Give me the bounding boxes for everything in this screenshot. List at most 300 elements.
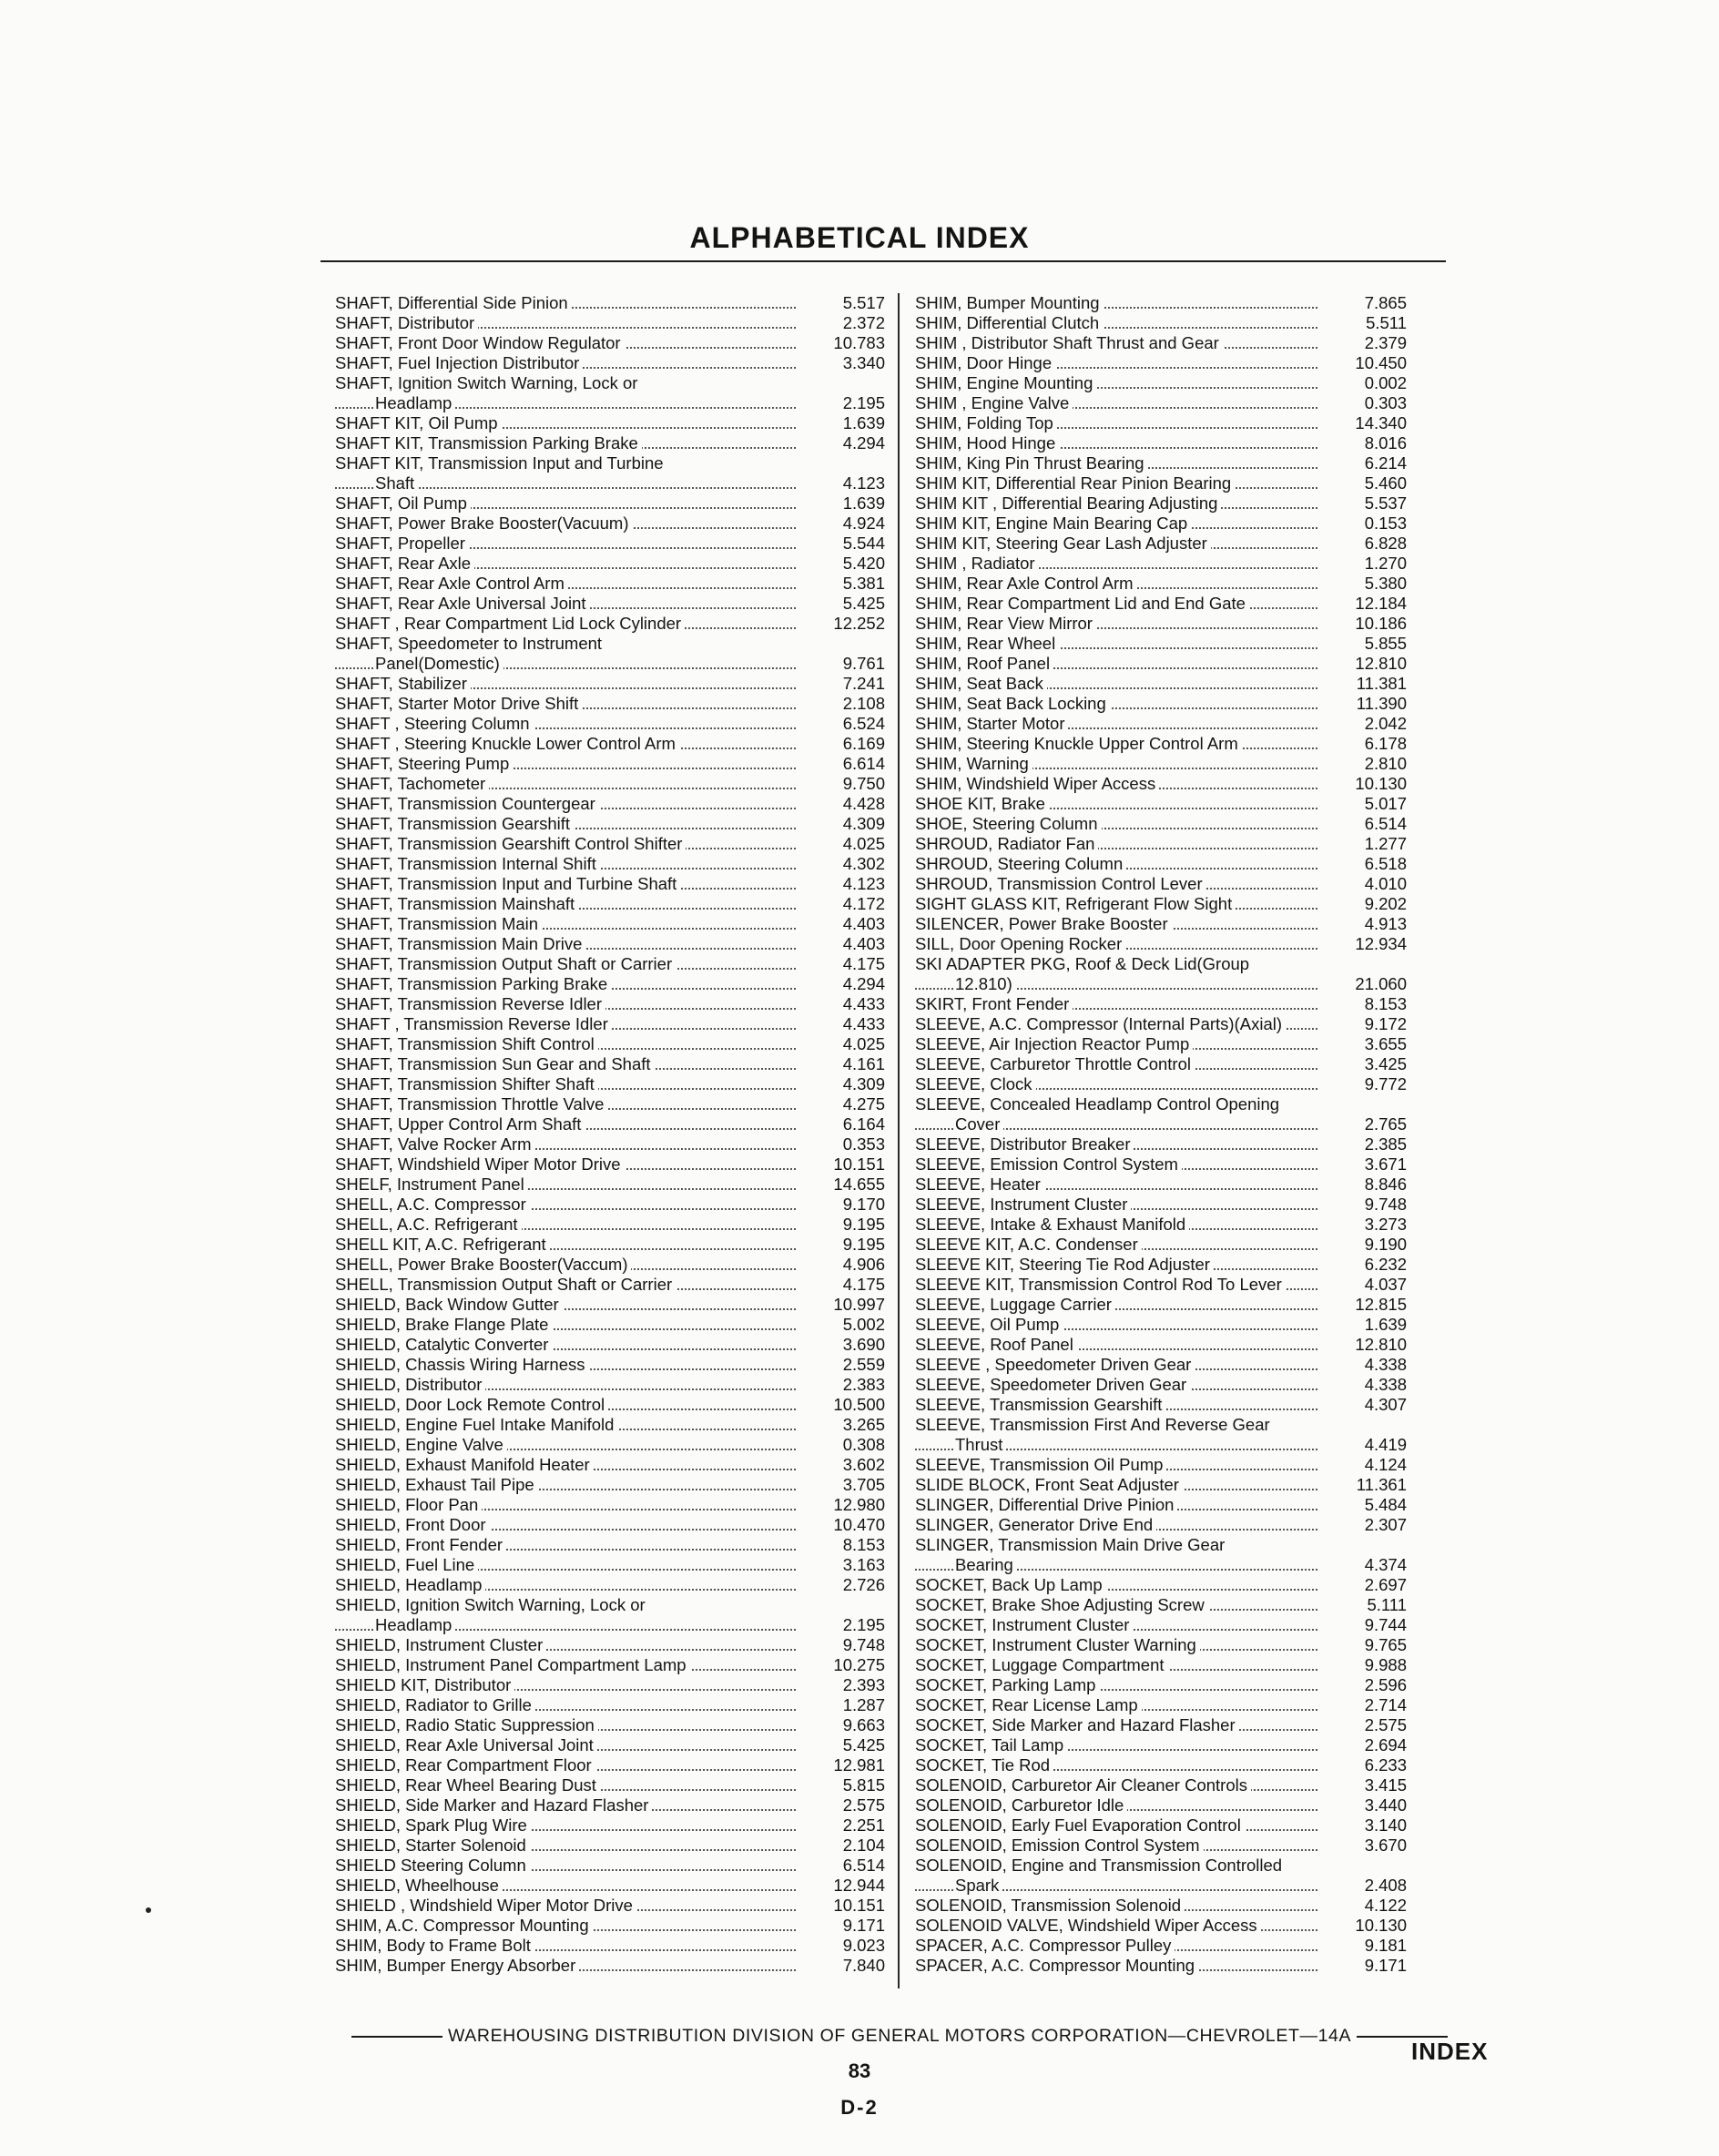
page-number: 83 — [848, 2059, 871, 2082]
entry-name — [335, 1595, 801, 1615]
index-entry — [335, 1335, 885, 1355]
entry-name — [335, 594, 801, 614]
entry-name — [915, 1395, 1323, 1415]
index-entry — [335, 1595, 885, 1615]
entry-page-ref: 9.744 — [1364, 1615, 1407, 1634]
index-entry — [335, 794, 885, 814]
index-entry — [915, 1735, 1407, 1755]
entry-label: SHAFT, Rear Axle Universal Joint — [335, 594, 590, 613]
entry-label: SHIM, Body to Frame Bolt — [335, 1936, 534, 1955]
entry-page-ref: 9.023 — [842, 1936, 885, 1955]
entry-page-ref: 4.374 — [1364, 1555, 1407, 1574]
entry-label: SHELF, Instrument Panel — [335, 1175, 528, 1194]
entry-page-ref: 2.042 — [1364, 714, 1407, 733]
entry-name — [335, 1896, 801, 1916]
entry-page-ref: 4.924 — [842, 514, 885, 533]
entry-label: SLEEVE, Luggage Carrier — [915, 1295, 1115, 1314]
entry-page-ref: 4.913 — [1364, 914, 1407, 933]
index-entry — [915, 1094, 1407, 1114]
entry-name — [915, 313, 1323, 333]
entry-page-ref: 3.163 — [842, 1555, 885, 1574]
entry-label: SHIM, Door Hinge — [915, 353, 1055, 372]
entry-label: SHIM KIT, Steering Gear Lash Adjuster — [915, 534, 1211, 553]
index-entry — [915, 1335, 1407, 1355]
entry-name — [335, 1375, 801, 1395]
entry-name — [915, 1175, 1323, 1195]
entry-name — [335, 1755, 801, 1775]
index-entry — [915, 1936, 1407, 1956]
entry-page-ref: 5.511 — [1366, 313, 1407, 332]
index-entry — [915, 1595, 1407, 1615]
entry-label: SOCKET, Side Marker and Hazard Flasher — [915, 1715, 1239, 1734]
entry-name — [335, 1735, 801, 1755]
entry-page-ref: 6.169 — [842, 734, 885, 753]
index-entry — [915, 1175, 1407, 1195]
entry-name — [915, 333, 1323, 353]
entry-label: SLEEVE, Distributor Breaker — [915, 1134, 1134, 1154]
entry-page-ref: 4.403 — [842, 914, 885, 933]
entry-name — [335, 1815, 801, 1836]
entry-name — [915, 854, 1323, 874]
entry-name — [915, 413, 1323, 433]
entry-name — [335, 1114, 801, 1134]
entry-name — [335, 974, 801, 994]
index-entry — [915, 574, 1407, 594]
entry-page-ref: 6.232 — [1364, 1255, 1407, 1274]
index-entry — [915, 994, 1407, 1014]
entry-name — [915, 373, 1323, 393]
entry-name — [915, 1936, 1323, 1956]
entry-label: 12.810) — [955, 974, 1016, 993]
entry-page-ref: 2.104 — [842, 1836, 885, 1855]
entry-page-ref: 9.195 — [842, 1215, 885, 1234]
index-entry — [335, 1575, 885, 1595]
entry-name — [335, 1936, 801, 1956]
entry-label: Headlamp — [375, 1615, 455, 1634]
entry-name — [335, 1715, 801, 1735]
index-entry — [915, 794, 1407, 814]
entry-page-ref: 10.783 — [833, 333, 885, 352]
entry-label: SLEEVE, A.C. Compressor (Internal Parts)(Axial) — [915, 1014, 1286, 1033]
entry-name — [915, 1836, 1323, 1856]
entry-name — [915, 1555, 1323, 1575]
index-entry — [915, 1195, 1407, 1215]
index-entry — [915, 1475, 1407, 1495]
entry-name — [915, 1575, 1323, 1595]
index-entry — [335, 1795, 885, 1815]
entry-name — [915, 754, 1323, 774]
entry-label: SHIM, Steering Knuckle Upper Control Arm — [915, 734, 1242, 753]
entry-page-ref: 8.153 — [842, 1535, 885, 1554]
entry-label: SHAFT, Tachometer — [335, 774, 489, 793]
entry-label: SHIM, Rear View Mirror — [915, 614, 1096, 633]
entry-name — [915, 1876, 1323, 1896]
entry-name — [915, 914, 1323, 934]
entry-label: SHELL, Power Brake Booster(Vaccum) — [335, 1255, 631, 1274]
entry-label: SHOE KIT, Brake — [915, 794, 1049, 813]
index-entry — [915, 1375, 1407, 1395]
footer-rule-left — [351, 2036, 442, 2038]
entry-name — [915, 1495, 1323, 1515]
entry-name — [335, 1034, 801, 1054]
index-entry — [335, 714, 885, 734]
index-entry — [915, 1896, 1407, 1916]
entry-label: SIGHT GLASS KIT, Refrigerant Flow Sight — [915, 894, 1236, 913]
entry-label: SHIELD, Ignition Switch Warning, Lock or — [335, 1595, 649, 1614]
entry-label: Headlamp — [375, 393, 455, 412]
entry-name — [335, 1195, 801, 1215]
index-entry — [335, 1715, 885, 1735]
entry-page-ref: 9.170 — [842, 1195, 885, 1214]
entry-name — [335, 514, 801, 534]
entry-label: SHAFT , Rear Compartment Lid Lock Cylinder — [335, 614, 685, 633]
index-entry — [335, 1175, 885, 1195]
index-entry — [915, 1956, 1407, 1976]
entry-label: SHIELD, Rear Axle Universal Joint — [335, 1735, 597, 1754]
entry-page-ref: 9.772 — [1364, 1074, 1407, 1093]
index-entry — [915, 1154, 1407, 1175]
entry-page-ref: 7.241 — [842, 674, 885, 693]
entry-page-ref: 14.655 — [833, 1175, 885, 1194]
entry-label: SOLENOID, Transmission Solenoid — [915, 1896, 1185, 1915]
entry-label: SHAFT, Transmission Countergear — [335, 794, 599, 813]
entry-name — [915, 934, 1323, 954]
entry-name — [915, 1856, 1323, 1876]
entry-name — [335, 1795, 801, 1815]
entry-page-ref: 2.383 — [842, 1375, 885, 1394]
index-entry — [335, 874, 885, 894]
entry-label: SLINGER, Transmission Main Drive Gear — [915, 1535, 1228, 1554]
entry-page-ref: 12.810 — [1355, 654, 1407, 673]
entry-label: Bearing — [955, 1555, 1017, 1574]
entry-label: SKI ADAPTER PKG, Roof & Deck Lid(Group — [915, 954, 1253, 973]
entry-page-ref: 11.381 — [1356, 674, 1407, 693]
entry-label: SLEEVE KIT, A.C. Condenser — [915, 1235, 1142, 1254]
entry-page-ref: 3.415 — [1364, 1775, 1407, 1795]
index-entry — [915, 1635, 1407, 1655]
index-entry — [335, 954, 885, 974]
entry-page-ref: 4.428 — [842, 794, 885, 813]
entry-label: SHAFT, Differential Side Pinion — [335, 293, 572, 312]
entry-name — [335, 333, 801, 353]
entry-page-ref: 3.671 — [1364, 1154, 1407, 1174]
entry-name — [915, 1034, 1323, 1054]
entry-name — [915, 1295, 1323, 1315]
index-entry — [335, 1255, 885, 1275]
entry-name — [915, 1535, 1323, 1555]
entry-name — [335, 794, 801, 814]
index-entry — [335, 473, 885, 493]
entry-page-ref: 8.846 — [1364, 1175, 1407, 1194]
entry-name — [335, 1555, 801, 1575]
entry-label: SHIM, Rear Compartment Lid and End Gate — [915, 594, 1249, 613]
index-entry — [915, 333, 1407, 353]
index-entry — [335, 654, 885, 674]
index-entry — [335, 1295, 885, 1315]
entry-page-ref: 3.140 — [1364, 1815, 1407, 1835]
index-entry — [335, 1114, 885, 1134]
entry-page-ref: 2.726 — [842, 1575, 885, 1594]
entry-name — [915, 293, 1323, 313]
entry-name — [915, 1275, 1323, 1295]
entry-page-ref: 5.425 — [842, 594, 885, 613]
entry-name — [335, 1335, 801, 1355]
index-entry — [335, 1535, 885, 1555]
entry-page-ref: 4.037 — [1364, 1275, 1407, 1294]
entry-page-ref: 7.840 — [842, 1956, 885, 1975]
index-entry — [915, 694, 1407, 714]
entry-name — [335, 1876, 801, 1896]
entry-name — [915, 1795, 1323, 1815]
index-entry — [335, 854, 885, 874]
entry-label: SOCKET, Parking Lamp — [915, 1675, 1099, 1694]
entry-page-ref: 3.265 — [842, 1415, 885, 1434]
entry-label: SHIM, King Pin Thrust Bearing — [915, 453, 1148, 473]
index-entry — [335, 834, 885, 854]
entry-page-ref: 2.559 — [842, 1355, 885, 1374]
entry-label: SHIM, Windshield Wiper Access — [915, 774, 1159, 793]
entry-label: SHIELD, Radio Static Suppression — [335, 1715, 598, 1734]
entry-name — [915, 874, 1323, 894]
index-entry — [915, 1675, 1407, 1695]
index-entry — [335, 1956, 885, 1976]
entry-page-ref: 5.855 — [1364, 634, 1407, 653]
entry-name — [915, 1435, 1323, 1455]
page-code: D-2 — [840, 2096, 879, 2119]
entry-label: SHAFT KIT, Oil Pump — [335, 413, 502, 432]
entry-name — [915, 1375, 1323, 1395]
entry-label: SILL, Door Opening Rocker — [915, 934, 1125, 953]
entry-page-ref: 5.111 — [1367, 1595, 1407, 1614]
index-entry — [335, 1615, 885, 1635]
entry-page-ref: 6.614 — [842, 754, 885, 773]
entry-label: SHAFT, Stabilizer — [335, 674, 471, 693]
entry-name — [335, 1054, 801, 1074]
entry-page-ref: 12.934 — [1355, 934, 1407, 953]
entry-page-ref: 1.639 — [842, 413, 885, 432]
entry-name — [335, 954, 801, 974]
index-entry — [915, 1615, 1407, 1635]
index-entry — [335, 894, 885, 914]
entry-page-ref: 10.130 — [1355, 1916, 1407, 1935]
entry-page-ref: 4.433 — [842, 1014, 885, 1033]
entry-label: SHAFT, Transmission Gearshift — [335, 814, 574, 833]
entry-page-ref: 6.524 — [842, 714, 885, 733]
entry-label: SHAFT, Transmission Main Drive — [335, 934, 585, 953]
title-rule — [320, 260, 1446, 262]
index-entry — [335, 594, 885, 614]
index-column-left — [335, 293, 885, 1976]
entry-label: SHAFT, Starter Motor Drive Shift — [335, 694, 582, 713]
index-entry — [915, 634, 1407, 654]
entry-page-ref: 12.980 — [833, 1495, 885, 1514]
entry-name — [915, 1094, 1323, 1114]
entry-label: SLEEVE, Transmission Oil Pump — [915, 1455, 1166, 1474]
entry-label: SOCKET, Tail Lamp — [915, 1735, 1067, 1754]
index-entry — [915, 1215, 1407, 1235]
index-entry — [915, 954, 1407, 974]
entry-page-ref: 6.514 — [842, 1856, 885, 1875]
entry-label: SHAFT, Ignition Switch Warning, Lock or — [335, 373, 641, 392]
entry-page-ref: 8.016 — [1364, 433, 1407, 453]
entry-name — [335, 1295, 801, 1315]
entry-page-ref: 9.171 — [842, 1916, 885, 1935]
entry-page-ref: 9.190 — [1364, 1235, 1407, 1254]
entry-label: SHIELD, Headlamp — [335, 1575, 485, 1594]
index-entry — [915, 1435, 1407, 1455]
index-entry — [335, 694, 885, 714]
entry-name — [335, 814, 801, 834]
entry-name — [915, 694, 1323, 714]
page-title: ALPHABETICAL INDEX — [689, 221, 1030, 254]
entry-label: SHAFT KIT, Transmission Input and Turbine — [335, 453, 667, 473]
entry-label: SHIM, Roof Panel — [915, 654, 1053, 673]
column-divider — [898, 293, 900, 1988]
entry-name — [915, 1635, 1323, 1655]
entry-name — [915, 1815, 1323, 1836]
entry-page-ref: 7.865 — [1364, 293, 1407, 312]
entry-page-ref: 12.815 — [1355, 1295, 1407, 1314]
entry-label: SLINGER, Differential Drive Pinion — [915, 1495, 1177, 1514]
entry-label: SHAFT, Transmission Parking Brake — [335, 974, 611, 993]
entry-page-ref: 2.714 — [1364, 1695, 1407, 1714]
entry-label: SOCKET, Instrument Cluster Warning — [915, 1635, 1200, 1654]
entry-page-ref: 1.270 — [1364, 554, 1407, 573]
index-entry — [335, 433, 885, 453]
entry-label: SHIELD, Back Window Gutter — [335, 1295, 563, 1314]
entry-label: SHIM , Engine Valve — [915, 393, 1073, 412]
entry-label: SLEEVE, Emission Control System — [915, 1154, 1182, 1174]
index-entry — [335, 1275, 885, 1295]
index-entry — [915, 534, 1407, 554]
index-entry — [335, 1655, 885, 1675]
index-column-right — [915, 293, 1407, 1976]
entry-name — [335, 774, 801, 794]
index-entry — [335, 1495, 885, 1515]
index-entry — [335, 453, 885, 473]
entry-name — [335, 1916, 801, 1936]
entry-name — [335, 1235, 801, 1255]
entry-label: SHIM, Starter Motor — [915, 714, 1068, 733]
index-entry — [915, 734, 1407, 754]
index-entry — [915, 834, 1407, 854]
entry-label: SHIELD, Engine Fuel Intake Manifold — [335, 1415, 617, 1434]
index-entry — [335, 1054, 885, 1074]
entry-page-ref: 9.765 — [1364, 1635, 1407, 1654]
entry-label: SLEEVE, Transmission First And Reverse Gear — [915, 1415, 1274, 1434]
entry-name — [335, 353, 801, 373]
entry-page-ref: 4.338 — [1364, 1375, 1407, 1394]
entry-page-ref: 10.151 — [833, 1154, 885, 1174]
entry-label: SHIELD, Engine Valve — [335, 1435, 507, 1454]
entry-page-ref: 2.408 — [1364, 1876, 1407, 1895]
entry-name — [915, 1415, 1323, 1435]
entry-label: SHIM, Folding Top — [915, 413, 1057, 432]
entry-label: SHIM KIT , Differential Bearing Adjusting — [915, 493, 1221, 513]
entry-page-ref: 4.122 — [1364, 1896, 1407, 1915]
entry-label: SOLENOID, Carburetor Idle — [915, 1795, 1127, 1815]
entry-page-ref: 12.184 — [1355, 594, 1407, 613]
entry-name — [335, 1575, 801, 1595]
entry-label: SLIDE BLOCK, Front Seat Adjuster — [915, 1475, 1183, 1494]
index-entry — [335, 333, 885, 353]
entry-name — [915, 493, 1323, 514]
index-entry — [335, 1775, 885, 1795]
entry-label: SHIELD, Rear Wheel Bearing Dust — [335, 1775, 600, 1795]
index-entry — [915, 1535, 1407, 1555]
index-entry — [915, 413, 1407, 433]
entry-page-ref: 4.123 — [842, 874, 885, 893]
index-entry — [335, 1896, 885, 1916]
index-entry — [335, 1435, 885, 1455]
entry-page-ref: 10.130 — [1355, 774, 1407, 793]
entry-name — [915, 1615, 1323, 1635]
entry-name — [335, 1315, 801, 1335]
entry-label: SHIELD , Windshield Wiper Motor Drive — [335, 1896, 636, 1915]
entry-label: SHAFT, Fuel Injection Distributor — [335, 353, 583, 372]
entry-label: SHAFT, Transmission Shift Control — [335, 1034, 598, 1053]
entry-label: SHAFT, Windshield Wiper Motor Drive — [335, 1154, 625, 1174]
index-entry — [915, 654, 1407, 674]
entry-page-ref: 9.750 — [842, 774, 885, 793]
entry-label: SOLENOID, Carburetor Air Cleaner Controls — [915, 1775, 1251, 1795]
entry-name — [335, 1255, 801, 1275]
entry-name — [915, 1715, 1323, 1735]
entry-label: SLEEVE, Carburetor Throttle Control — [915, 1054, 1195, 1073]
entry-page-ref: 0.002 — [1364, 373, 1407, 392]
entry-page-ref: 10.997 — [833, 1295, 885, 1314]
entry-name — [915, 1755, 1323, 1775]
index-entry — [335, 754, 885, 774]
index-entry — [335, 534, 885, 554]
index-entry — [335, 1815, 885, 1836]
entry-label: SHIELD, Front Door — [335, 1515, 490, 1534]
entry-page-ref: 12.810 — [1355, 1335, 1407, 1354]
entry-page-ref: 6.828 — [1364, 534, 1407, 553]
entry-name — [915, 1195, 1323, 1215]
entry-label: SLEEVE, Transmission Gearshift — [915, 1395, 1165, 1414]
entry-label: SHIELD, Catalytic Converter — [335, 1335, 552, 1354]
entry-page-ref: 2.596 — [1364, 1675, 1407, 1694]
entry-name — [915, 1475, 1323, 1495]
entry-name — [335, 1695, 801, 1715]
entry-name — [335, 734, 801, 754]
entry-page-ref: 4.294 — [842, 974, 885, 993]
index-entry — [335, 1315, 885, 1335]
index-entry — [335, 1876, 885, 1896]
entry-name — [335, 1675, 801, 1695]
entry-label: SLEEVE, Intake & Exhaust Manifold — [915, 1215, 1189, 1234]
entry-label: SHIELD, Wheelhouse — [335, 1876, 503, 1895]
index-entry — [335, 1215, 885, 1235]
entry-label: SHAFT, Speedometer to Instrument — [335, 634, 605, 653]
entry-name — [335, 413, 801, 433]
entry-page-ref: 5.380 — [1364, 574, 1407, 593]
entry-label: SHAFT, Power Brake Booster(Vacuum) — [335, 514, 633, 533]
entry-label: SHAFT, Transmission Gearshift Control Shifter — [335, 834, 686, 853]
entry-label: SHELL, A.C. Refrigerant — [335, 1215, 522, 1234]
entry-name — [915, 954, 1323, 974]
entry-label: SHIELD, Starter Solenoid — [335, 1836, 530, 1855]
entry-name — [335, 894, 801, 914]
index-entry — [915, 1295, 1407, 1315]
index-entry — [915, 814, 1407, 834]
entry-page-ref: 3.273 — [1364, 1215, 1407, 1234]
entry-label: SOLENOID, Early Fuel Evaporation Control — [915, 1815, 1245, 1835]
entry-name — [915, 554, 1323, 574]
entry-name — [335, 1836, 801, 1856]
entry-page-ref: 9.748 — [842, 1635, 885, 1654]
